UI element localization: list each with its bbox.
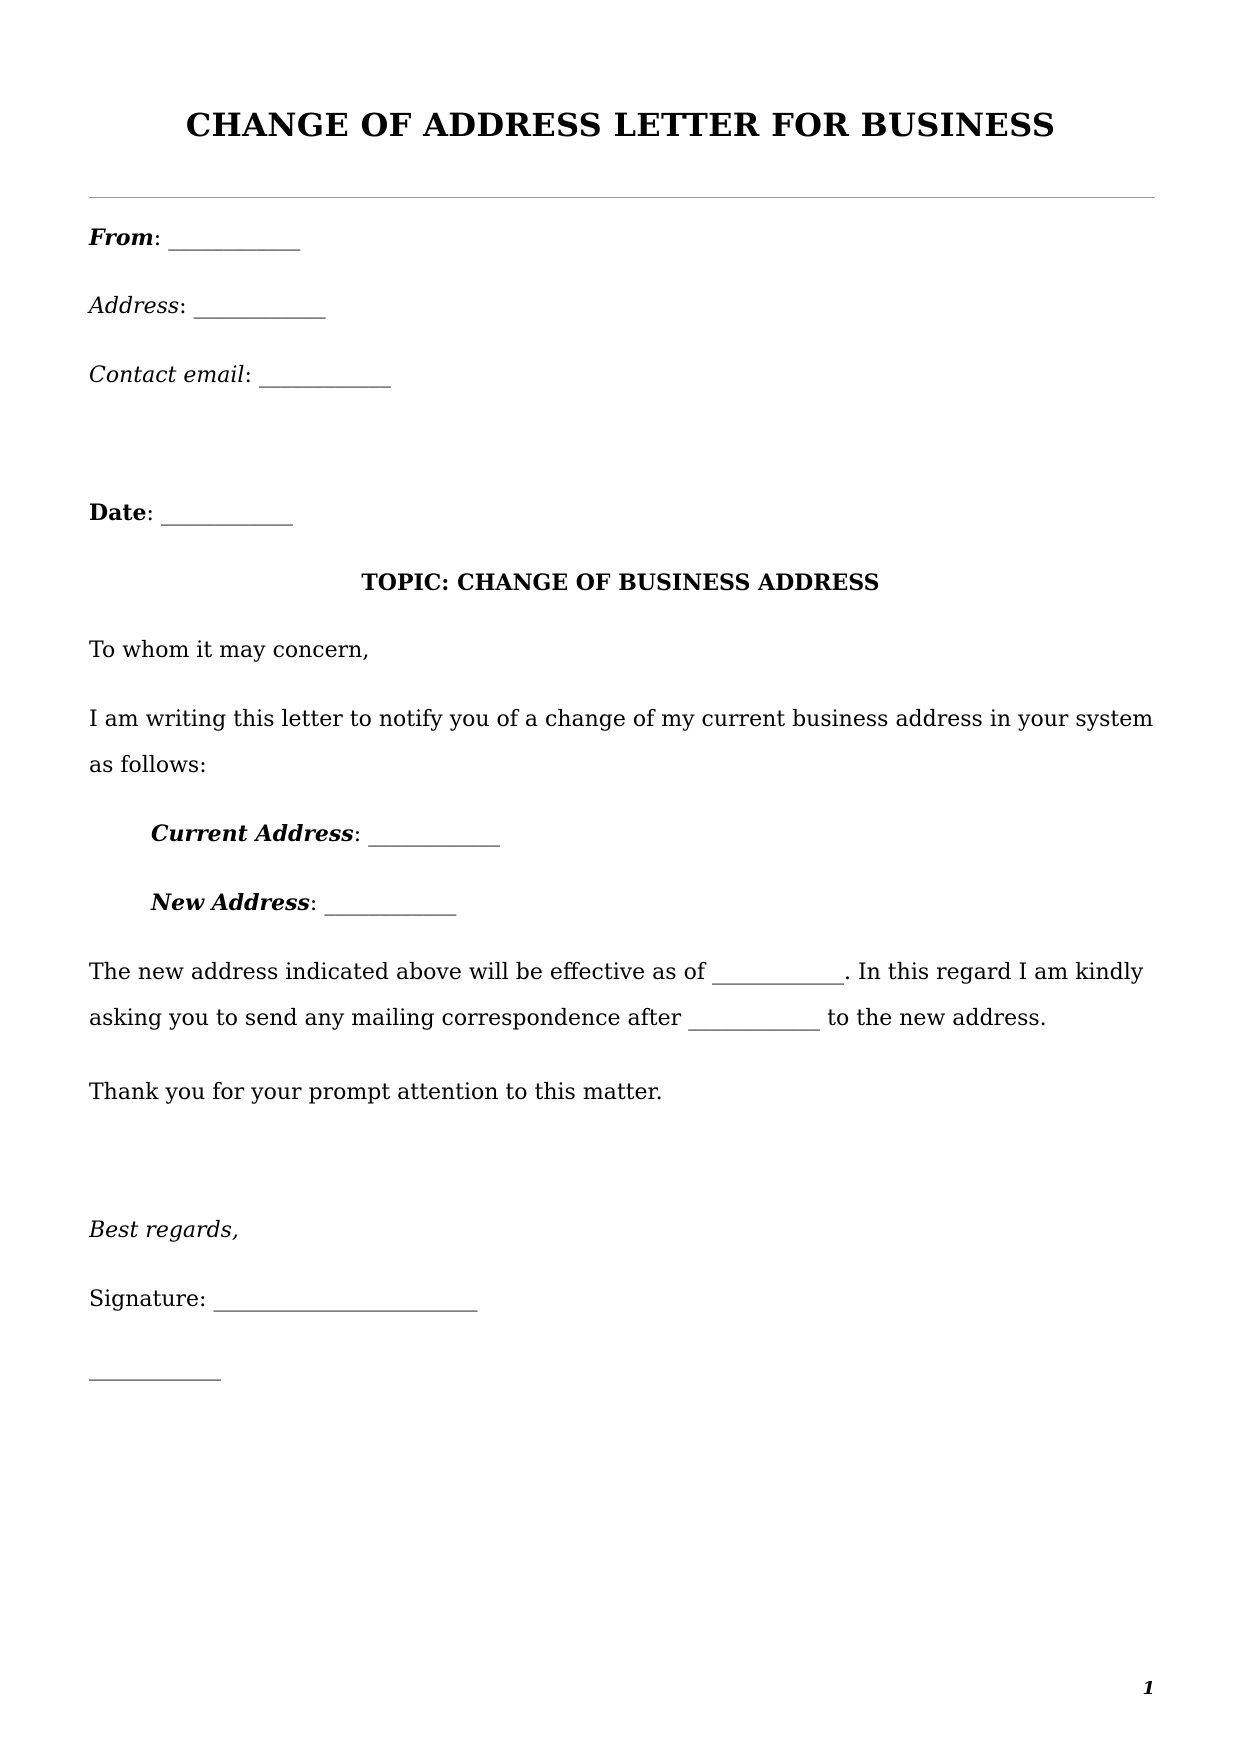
- new-address-label: New Address: [151, 890, 310, 916]
- effective-text-2: . In this regard I am kindly asking you to send any mailing correspondence after: [89, 960, 1144, 1031]
- from-separator: :: [153, 226, 162, 251]
- signature-blank[interactable]: ________________________: [213, 1287, 478, 1312]
- address-line: [89, 292, 326, 322]
- date-label: Date: [89, 500, 147, 526]
- address-blank[interactable]: ____________: [193, 294, 326, 319]
- effective-paragraph: [89, 950, 1155, 1042]
- contact-email-label: Contact email: [89, 363, 245, 388]
- effective-date-blank[interactable]: ____________: [711, 960, 844, 985]
- new-address-separator: :: [309, 891, 318, 916]
- address-separator: :: [179, 294, 187, 319]
- new-address-blank[interactable]: ____________: [324, 891, 457, 916]
- current-address-line: [151, 819, 500, 850]
- from-label: From: [89, 225, 154, 251]
- correspondence-date-blank[interactable]: ____________: [688, 1006, 821, 1031]
- from-blank[interactable]: ____________: [168, 226, 301, 251]
- contact-email-separator: :: [244, 363, 252, 388]
- title-divider: [89, 197, 1155, 198]
- effective-text-3: to the new address.: [820, 1006, 1047, 1031]
- from-line: [89, 223, 300, 254]
- date-separator: :: [146, 501, 154, 526]
- document-title: CHANGE OF ADDRESS LETTER FOR BUSINESS: [185, 106, 1056, 144]
- current-address-separator: :: [353, 822, 362, 847]
- date-blank[interactable]: ____________: [160, 501, 293, 526]
- signature-line: [89, 1285, 477, 1315]
- topic-heading: TOPIC: CHANGE OF BUSINESS ADDRESS: [361, 570, 880, 596]
- effective-text-1: The new address indicated above will be effective as of: [89, 960, 712, 985]
- contact-email-line: [89, 361, 391, 391]
- intro-paragraph: I am writing this letter to notify you of a change of my current business address in your system as follows:: [89, 707, 1154, 778]
- date-line: [89, 498, 293, 529]
- address-label: Address: [89, 294, 180, 319]
- current-address-blank[interactable]: ____________: [368, 822, 501, 847]
- thanks-line: Thank you for your prompt attention to this matter.: [89, 1080, 663, 1105]
- page-number: 1: [1142, 1678, 1155, 1699]
- signature-label: Signature:: [89, 1287, 214, 1312]
- closing-line: Best regards,: [89, 1218, 239, 1243]
- salutation: To whom it may concern,: [89, 638, 370, 663]
- contact-email-blank[interactable]: ____________: [258, 363, 391, 388]
- new-address-line: [151, 888, 456, 919]
- current-address-label: Current Address: [151, 821, 354, 847]
- signer-name-blank[interactable]: ____________: [89, 1356, 221, 1381]
